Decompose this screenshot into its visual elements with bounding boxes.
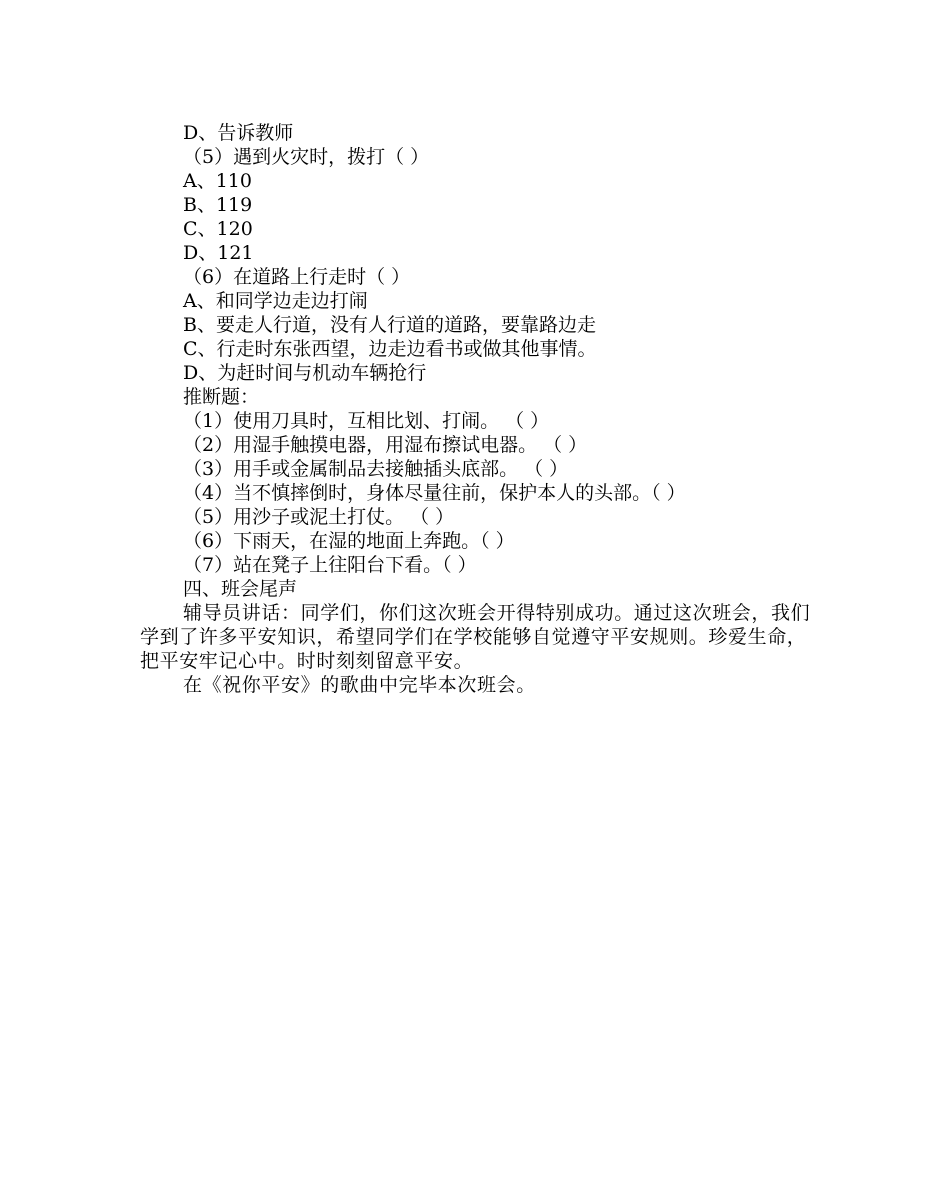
option-d-tell-teacher: D、告诉教师 bbox=[183, 122, 294, 144]
option-b-119: B、119 bbox=[183, 194, 253, 216]
final-paragraph: 在《祝你平安》的歌曲中完毕本次班会。 bbox=[183, 674, 536, 696]
question-5-fire: （5）遇到火灾时，拨打（ ） bbox=[183, 146, 430, 168]
judgment-item-2: （2）用湿手触摸电器，用湿布擦试电器。 （ ） bbox=[183, 434, 588, 456]
judgment-item-5: （5）用沙子或泥土打仗。 （ ） bbox=[183, 506, 455, 528]
option-a-walking: A、和同学边走边打闹 bbox=[183, 290, 368, 312]
document-body bbox=[140, 121, 812, 697]
section-heading-closing: 四、班会尾声 bbox=[183, 578, 298, 600]
judgment-item-6: （6）下雨天，在湿的地面上奔跑。（ ） bbox=[183, 530, 515, 552]
question-6-walking: （6）在道路上行走时（ ） bbox=[183, 266, 411, 288]
option-a-110: A、110 bbox=[183, 170, 252, 192]
judgment-item-1: （1）使用刀具时，互相比划、打闹。 （ ） bbox=[183, 410, 550, 432]
judgment-item-7: （7）站在凳子上往阳台下看。（ ） bbox=[183, 554, 477, 576]
judgment-item-3: （3）用手或金属制品去接触插头底部。 （ ） bbox=[183, 458, 569, 480]
counselor-speech-paragraph: 辅导员讲话：同学们，你们这次班会开得特别成功。通过这次班会，我们学到了许多平安知识，希望同学们在学校能够自觉遵守平安规则。珍爱生命，把平安牢记心中。时时刻刻留意平安。 bbox=[140, 602, 811, 672]
option-d-121: D、121 bbox=[183, 242, 254, 264]
judgment-item-4: （4）当不慎摔倒时，身体尽量往前，保护本人的头部。（ ） bbox=[183, 482, 686, 504]
option-b-walking: B、要走人行道，没有人行道的道路，要靠路边走 bbox=[183, 314, 596, 336]
judgment-heading: 推断题： bbox=[183, 386, 260, 408]
option-c-120: C、120 bbox=[183, 218, 253, 240]
option-d-walking: D、为赶时间与机动车辆抢行 bbox=[183, 362, 427, 384]
option-c-walking: C、行走时东张西望，边走边看书或做其他事情。 bbox=[183, 338, 597, 360]
